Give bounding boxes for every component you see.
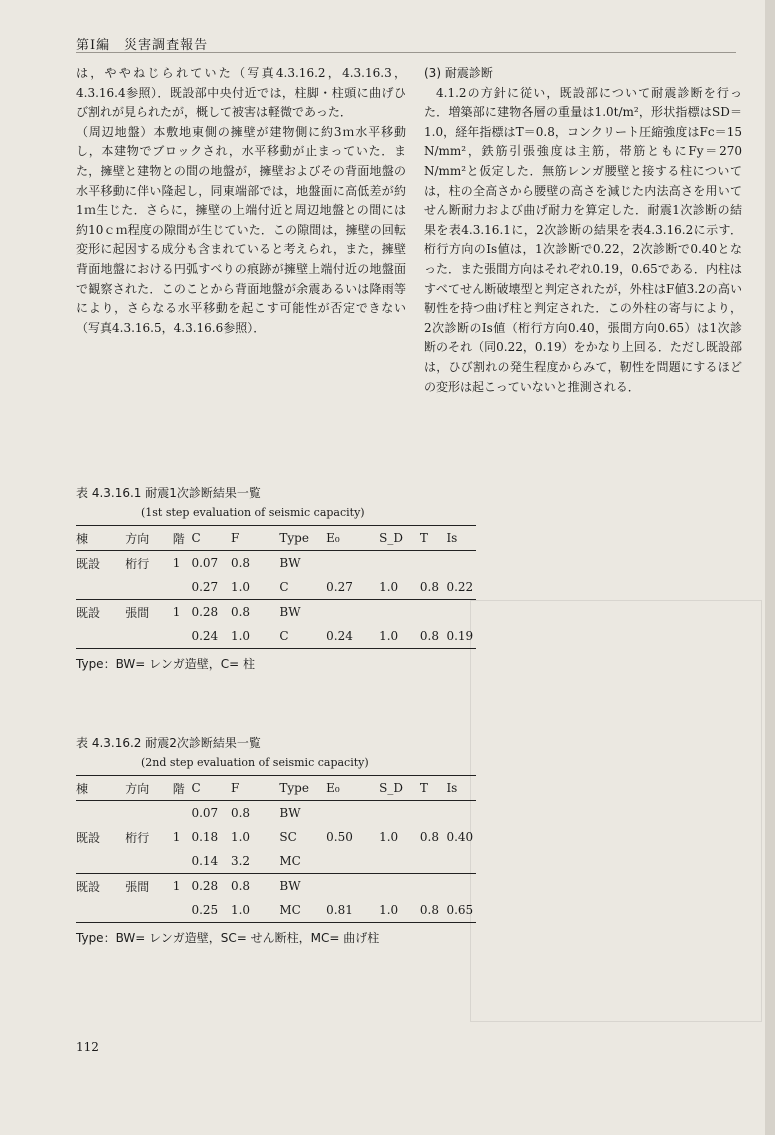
table-cell bbox=[125, 849, 173, 874]
table-cell bbox=[326, 874, 379, 899]
table1-header-cell: C bbox=[191, 531, 201, 545]
table2-note: Type：BW= レンガ造壁，SC= せん断柱，MC= 曲げ柱 bbox=[76, 931, 380, 945]
table-cell bbox=[420, 551, 447, 576]
table2-subcaption: (2nd step evaluation of seismic capacity) bbox=[141, 756, 369, 769]
table1-header-cell: T bbox=[419, 531, 428, 545]
table2-header-row bbox=[76, 776, 476, 801]
table-cell: 0.65 bbox=[446, 903, 474, 917]
table-cell: 1.0 bbox=[379, 830, 399, 844]
table-cell bbox=[326, 551, 379, 576]
table-cell bbox=[379, 874, 420, 899]
table-cell: MC bbox=[279, 903, 301, 917]
table-row bbox=[76, 624, 476, 649]
table2-header-cell: C bbox=[191, 781, 201, 795]
table-cell: 1.0 bbox=[379, 580, 399, 594]
table-cell bbox=[379, 600, 420, 625]
table-cell bbox=[379, 551, 420, 576]
table-cell: BW bbox=[279, 879, 301, 893]
table-cell bbox=[173, 575, 192, 600]
table2-header-cell: T bbox=[419, 781, 428, 795]
table-cell: 0.19 bbox=[446, 629, 474, 643]
table-cell bbox=[420, 849, 447, 874]
table2-header-cell: F bbox=[230, 781, 240, 795]
table-cell: BW bbox=[279, 605, 301, 619]
table-cell bbox=[76, 624, 125, 649]
table2-header-cell: 棟 bbox=[76, 781, 89, 796]
table-cell: 0.27 bbox=[326, 580, 353, 594]
table2-caption: 表 4.3.16.2 耐震2次診断結果一覧 bbox=[76, 736, 261, 750]
table-cell: 0.28 bbox=[191, 605, 219, 619]
table-cell bbox=[446, 551, 476, 576]
table-row bbox=[76, 898, 476, 923]
table2-header-cell: E₀ bbox=[326, 781, 340, 795]
table-cell: C bbox=[279, 580, 289, 594]
left-column bbox=[76, 64, 406, 338]
table-cell: 0.8 bbox=[230, 605, 251, 619]
table-cell bbox=[125, 575, 173, 600]
table-cell bbox=[125, 801, 173, 826]
table-cell bbox=[326, 849, 379, 874]
table-cell: BW bbox=[279, 556, 301, 570]
table-cell: 0.81 bbox=[326, 903, 353, 917]
table-cell bbox=[446, 801, 476, 826]
table1-header-cell: S_D bbox=[379, 531, 403, 545]
table-cell bbox=[76, 575, 125, 600]
table-cell bbox=[420, 874, 447, 899]
table-cell bbox=[76, 898, 125, 923]
table1-header-cell: 方向 bbox=[125, 531, 150, 546]
table-cell bbox=[125, 898, 173, 923]
table-cell bbox=[446, 600, 476, 625]
table-cell bbox=[379, 801, 420, 826]
table-cell bbox=[173, 849, 192, 874]
table-cell bbox=[173, 898, 192, 923]
table-cell: 1.0 bbox=[379, 903, 399, 917]
table1-caption: 表 4.3.16.1 耐震1次診断結果一覧 bbox=[76, 486, 261, 500]
table-cell: 1 bbox=[172, 605, 181, 619]
table-cell: 1.0 bbox=[230, 629, 251, 643]
table-cell bbox=[76, 801, 125, 826]
table-cell: 1.0 bbox=[230, 580, 251, 594]
table-cell: 0.24 bbox=[191, 629, 219, 643]
table-cell bbox=[446, 849, 476, 874]
table1-header-cell: 階 bbox=[172, 531, 185, 546]
table1-subcaption: (1st step evaluation of seismic capacity) bbox=[141, 506, 365, 519]
table-cell: 0.07 bbox=[191, 806, 219, 820]
table-cell: 張間 bbox=[125, 605, 150, 620]
table-cell bbox=[379, 849, 420, 874]
table2-header-cell: S_D bbox=[379, 781, 403, 795]
table-cell: 既設 bbox=[76, 830, 101, 845]
table-cell: 0.8 bbox=[419, 580, 439, 594]
table-cell bbox=[420, 600, 447, 625]
table1-block bbox=[76, 484, 486, 684]
table-cell: 0.27 bbox=[191, 580, 219, 594]
table-cell: 0.24 bbox=[326, 629, 353, 643]
table-cell: MC bbox=[279, 854, 301, 868]
table-cell: 0.07 bbox=[191, 556, 219, 570]
table2-header-cell: Is bbox=[446, 781, 458, 795]
table-cell: 0.28 bbox=[191, 879, 219, 893]
table-cell: 0.8 bbox=[230, 879, 251, 893]
bleed-through bbox=[470, 600, 762, 1022]
table-cell: 1.0 bbox=[379, 629, 399, 643]
table-cell: 0.25 bbox=[191, 903, 219, 917]
table-cell: 0.8 bbox=[419, 629, 439, 643]
table-cell bbox=[125, 624, 173, 649]
table-cell bbox=[446, 874, 476, 899]
table-cell: 1 bbox=[172, 830, 181, 844]
paragraph-damage: は，ややねじられていた（写真4.3.16.2，4.3.16.3，4.3.16.4参照）．既設部中央付近では，柱脚・柱頭に曲げひび割れが見られたが，概して被害は軽微であった． bbox=[76, 66, 406, 120]
table-cell bbox=[173, 801, 192, 826]
right-column bbox=[424, 64, 742, 397]
table1-header-cell: Is bbox=[446, 531, 458, 545]
table2-header-cell: 階 bbox=[172, 781, 185, 796]
table-cell: 0.8 bbox=[230, 556, 251, 570]
table2 bbox=[76, 775, 476, 923]
table-cell: 既設 bbox=[76, 605, 101, 620]
table1-header-cell: E₀ bbox=[326, 531, 340, 545]
table2-header-cell: Type bbox=[279, 781, 309, 795]
paragraph-ground bbox=[76, 123, 406, 339]
table-cell: 0.8 bbox=[419, 903, 439, 917]
table-row bbox=[76, 551, 476, 576]
page-edge bbox=[765, 0, 775, 1135]
table-row bbox=[76, 874, 476, 899]
table1 bbox=[76, 525, 476, 649]
paragraph-diagnosis: 4.1.2の方針に従い，既設部について耐震診断を行った．増築部に建物各層の重量は1.0t/m²，形状指標はSD＝1.0，経年指標はT＝0.8，コンクリート圧縮強度はFc＝15 N/mm²，鉄筋引張強度は主筋，帯筋ともにFy＝270 N/mm²と仮定した．無筋レンガ腰壁と接する柱については，柱の全高さから腰壁の高さを減じた内法高さを用いてせん断耐力および曲げ耐力を算定した．耐震1次診断の結果を表4.3.16.1に，2次診断の結果を表4.3.16.2に示す．桁行方向のIs値は，1次診断で0.22，2次診断で0.40となった．また張間方向はそれぞれ0.19，0.65である．内柱はすべてせん断破壊型と判定されたが，外柱はF値3.2の高い靭性を持つ曲げ柱と判定された．この外柱の寄与により，2次診断のIs値（桁行方向0.40，張間方向0.65）は1次診断のそれ（同0.22，0.19）をかなり上回る．ただし既設部は，ひび割れの発生程度からみて，靭性を問題にするほどの変形は起こっていないと推測される． bbox=[424, 85, 742, 394]
table1-note: Type：BW= レンガ造壁，C= 柱 bbox=[76, 657, 256, 671]
running-header: 第Ⅰ編 災害調査報告 bbox=[76, 38, 209, 53]
table-cell: 既設 bbox=[76, 556, 101, 571]
table1-header-cell: Type bbox=[279, 531, 309, 545]
table-cell bbox=[76, 849, 125, 874]
table-cell bbox=[173, 624, 192, 649]
table-row bbox=[76, 600, 476, 625]
ground-heading: （周辺地盤） bbox=[76, 124, 154, 139]
table-cell: C bbox=[279, 629, 289, 643]
table-cell bbox=[326, 600, 379, 625]
table-cell bbox=[420, 801, 447, 826]
table-row bbox=[76, 575, 476, 600]
table-cell: 桁行 bbox=[125, 556, 150, 571]
table-cell: 既設 bbox=[76, 879, 101, 894]
table-cell: BW bbox=[279, 806, 301, 820]
table-row bbox=[76, 849, 476, 874]
header-rule bbox=[76, 52, 736, 53]
ground-text: 本敷地東側の擁壁が建物側に約3ｍ水平移動し，本建物でブロックされ，水平移動が止まっていた．また，擁壁と建物との間の地盤が，擁壁およびその背面地盤の水平移動に伴い隆起し，同東端部では，地盤面に高低差が約1ｍ生じた．さらに，擁壁の上端付近と周辺地盤との間には約10ｃｍ程度の隙間が生じていた．この隙間は，擁壁の回転変形に起因する成分も含まれていると考えられ，また，擁壁背面地盤における円弧すべりの痕跡が擁壁上端付近の地盤面で観察された．このことから背面地盤が余震あるいは降雨等により，さらなる水平移動を起こす可能性が否定できない（写真4.3.16.5，4.3.16.6参照）． bbox=[76, 124, 406, 335]
table-cell bbox=[326, 801, 379, 826]
table-cell: 張間 bbox=[125, 879, 150, 894]
section-title: (3) 耐震診断 bbox=[424, 66, 493, 80]
table-cell: SC bbox=[279, 830, 297, 844]
table1-header-cell: F bbox=[230, 531, 240, 545]
table-cell: 1 bbox=[172, 556, 181, 570]
table1-header-cell: 棟 bbox=[76, 531, 89, 546]
table-cell: 0.22 bbox=[446, 580, 474, 594]
table-cell: 3.2 bbox=[230, 854, 251, 868]
page-number: 112 bbox=[76, 1040, 99, 1054]
table-row bbox=[76, 825, 476, 849]
table-cell: 0.18 bbox=[191, 830, 219, 844]
table-cell: 0.50 bbox=[326, 830, 353, 844]
table-cell: 1 bbox=[172, 879, 181, 893]
table-row bbox=[76, 801, 476, 826]
table-cell: 桁行 bbox=[125, 830, 150, 845]
table-cell: 0.40 bbox=[446, 830, 474, 844]
table1-header-row bbox=[76, 526, 476, 551]
table-cell: 0.8 bbox=[230, 806, 251, 820]
table-cell: 0.8 bbox=[419, 830, 439, 844]
table-cell: 1.0 bbox=[230, 830, 251, 844]
table-cell: 0.14 bbox=[191, 854, 219, 868]
table2-header-cell: 方向 bbox=[125, 781, 150, 796]
table-cell: 1.0 bbox=[230, 903, 251, 917]
table2-block bbox=[76, 734, 486, 958]
